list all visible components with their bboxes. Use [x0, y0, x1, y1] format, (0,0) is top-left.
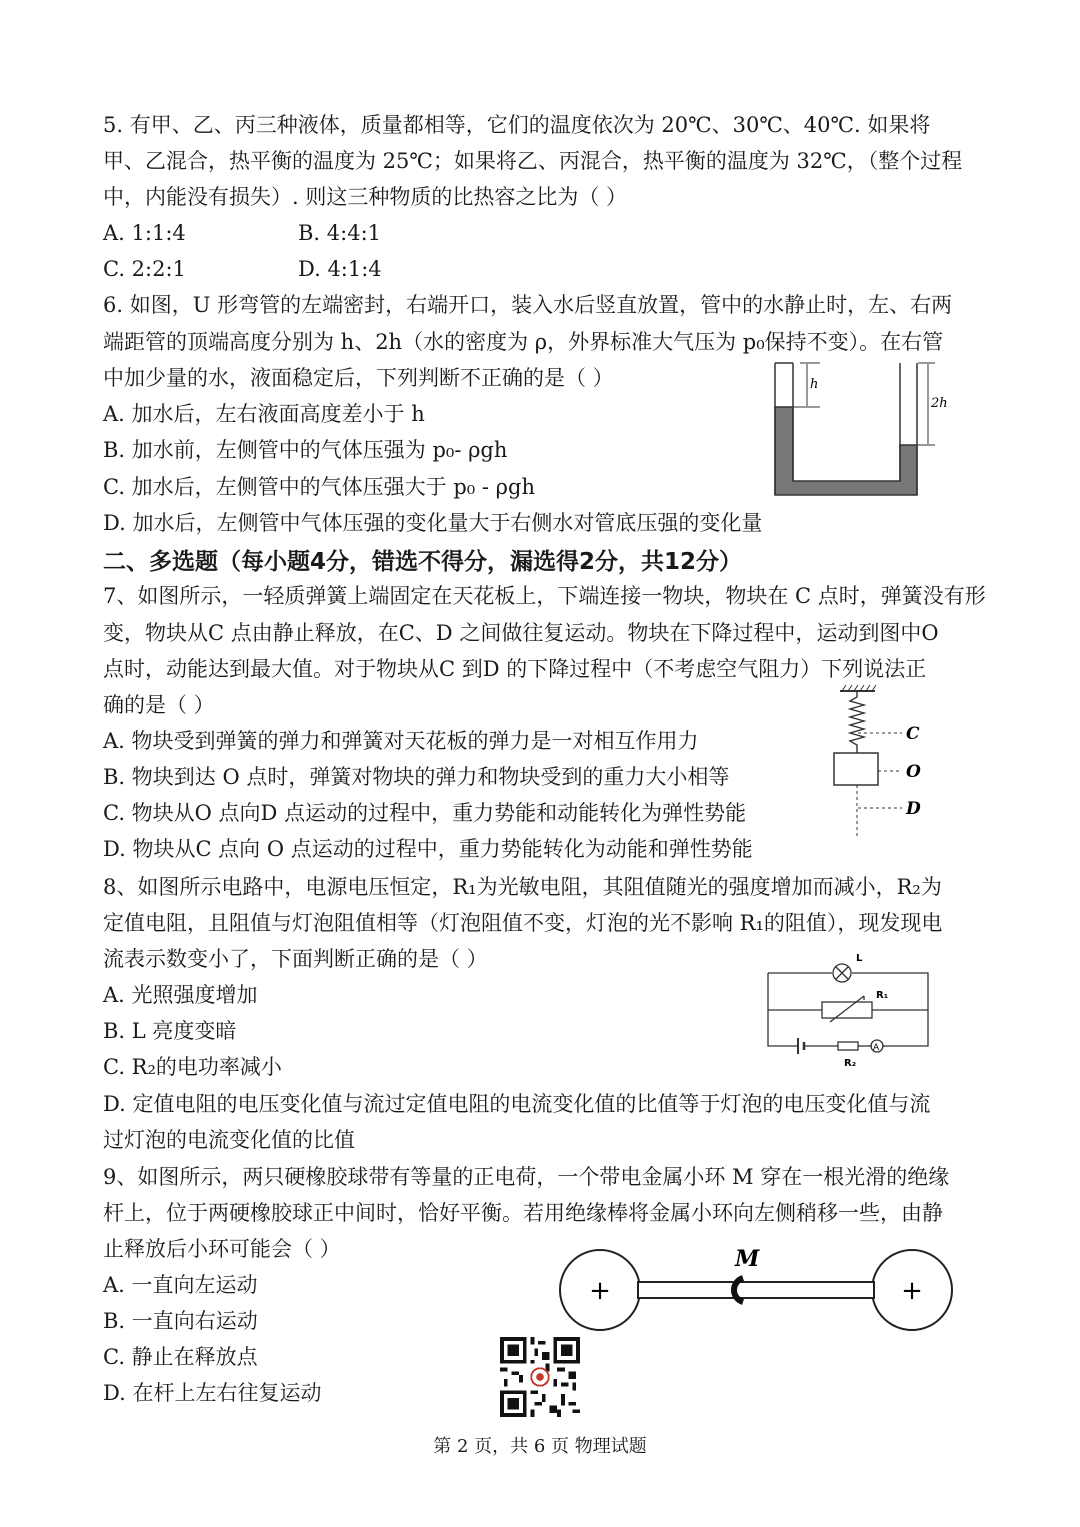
q5-option-b: B. 4:4:1 — [298, 221, 382, 245]
q5-option-a: A. 1:1:4 — [103, 221, 186, 245]
q6-line2: 端距管的顶端高度分别为 h、2h（水的密度为 ρ，外界标准大气压为 p₀保持不变）。在右管 — [103, 330, 944, 354]
label-r1: R₁ — [876, 990, 889, 1001]
q7-line2: 变，物块从C 点由静止释放，在C、D 之间做往复运动。物块在下降过程中，运动到图中O — [103, 621, 939, 645]
label-m: M — [735, 1246, 760, 1272]
q7-line3: 点时，动能达到最大值。对于物块从C 到D 的下降过程中（不考虑空气阻力）下列说法正 — [103, 657, 927, 681]
u-tube-walls — [775, 363, 917, 495]
page-footer: 第 2 页，共 6 页 物理试题 — [433, 1436, 647, 1457]
q9-line3: 止释放后小环可能会（ ） — [103, 1237, 341, 1261]
label-a: A — [873, 1043, 880, 1053]
q6-line3: 中加少量的水，液面稳定后，下列判断不正确的是（ ） — [103, 366, 614, 390]
q6-line1: 6. 如图，U 形弯管的左端密封，右端开口，装入水后竖直放置，管中的水静止时，左、右两 — [103, 293, 953, 317]
q8-option-b: B. L 亮度变暗 — [103, 1019, 237, 1043]
charged-balls-figure — [550, 1240, 960, 1340]
insulating-rod — [638, 1282, 874, 1298]
q7-option-d: D. 物块从C 点向 O 点运动的过程中，重力势能转化为动能和弹性势能 — [103, 837, 753, 861]
q7-option-c: C. 物块从O 点向D 点运动的过程中，重力势能和动能转化为弹性势能 — [103, 801, 747, 825]
q9-option-d: D. 在杆上左右往复运动 — [103, 1381, 322, 1405]
q8-line3: 流表示数变小了，下面判断正确的是（ ） — [103, 947, 488, 971]
h-label: h — [810, 377, 819, 392]
label-c: C — [906, 724, 920, 744]
q7-option-b: B. 物块到达 O 点时，弹簧对物块的弹力和物块受到的重力大小相等 — [103, 765, 730, 789]
q9-line1: 9、如图所示，两只硬橡胶球带有等量的正电荷，一个带电金属小环 M 穿在一根光滑的绝缘 — [103, 1165, 950, 1189]
q8-line1: 8、如图所示电路中，电源电压恒定，R₁为光敏电阻，其阻值随光的强度增加而减小，R₂为 — [103, 875, 942, 899]
q5-option-c: C. 2:2:1 — [103, 257, 186, 281]
q8-option-c: C. R₂的电功率减小 — [103, 1055, 282, 1079]
left-plus-sign: + — [589, 1276, 611, 1306]
q5-line3: 中，内能没有损失）. 则这三种物质的比热容之比为（ ） — [103, 185, 628, 209]
q8-option-a: A. 光照强度增加 — [103, 983, 258, 1007]
q9-option-b: B. 一直向右运动 — [103, 1309, 258, 1333]
u-tube-figure — [770, 355, 970, 500]
q6-option-c: C. 加水后，左侧管中的气体压强大于 p₀ - ρgh — [103, 475, 535, 499]
circuit-figure — [760, 948, 940, 1068]
right-plus-sign: + — [901, 1276, 923, 1306]
q7-line1: 7、如图所示，一轻质弹簧上端固定在天花板上，下端连接一物块，物块在 C 点时，弹簧没有形 — [103, 584, 986, 608]
q8-option-d-line2: 过灯泡的电流变化值的比值 — [103, 1128, 355, 1152]
spring — [850, 691, 864, 753]
section-heading: 二、多选题（每小题4分，错选不得分，漏选得2分，共12分） — [103, 549, 743, 575]
q8-option-d-line1: D. 定值电阻的电压变化值与流过定值电阻的电流变化值的比值等于灯泡的电压变化值与流 — [103, 1092, 931, 1116]
qr-code-icon — [500, 1337, 580, 1417]
q6-option-a: A. 加水后，左右液面高度差小于 h — [103, 402, 425, 426]
q8-line2: 定值电阻，且阻值与灯泡阻值相等（灯泡阻值不变，灯泡的光不影响 R₁的阻值），现发现电 — [103, 911, 943, 935]
label-r2: R₂ — [844, 1058, 857, 1068]
q5-option-d: D. 4:1:4 — [298, 257, 382, 281]
label-o: O — [906, 762, 921, 782]
block — [834, 753, 878, 785]
q5-line1: 5. 有甲、乙、丙三种液体，质量都相等，它们的温度依次为 20℃、30℃、40℃. 如果将 — [103, 113, 931, 137]
q5-line2: 甲、乙混合，热平衡的温度为 25℃；如果将乙、丙混合，热平衡的温度为 32℃，（整个过程 — [103, 149, 963, 173]
q7-line4: 确的是（ ） — [103, 693, 215, 717]
q9-line2: 杆上，位于两硬橡胶球正中间时，恰好平衡。若用绝缘棒将金属小环向左侧稍移一些，由静 — [103, 1201, 943, 1225]
q9-option-c: C. 静止在释放点 — [103, 1345, 258, 1369]
q9-option-a: A. 一直向左运动 — [103, 1273, 258, 1297]
q6-option-b: B. 加水前，左侧管中的气体压强为 p₀- ρgh — [103, 438, 508, 462]
label-d: D — [906, 799, 921, 819]
2h-label: 2h — [931, 396, 948, 411]
q7-option-a: A. 物块受到弹簧的弹力和弹簧对天花板的弹力是一对相互作用力 — [103, 729, 699, 753]
label-l: L — [856, 953, 863, 964]
spring-figure — [820, 683, 930, 843]
q6-option-d: D. 加水后，左侧管中气体压强的变化量大于右侧水对管底压强的变化量 — [103, 511, 763, 535]
